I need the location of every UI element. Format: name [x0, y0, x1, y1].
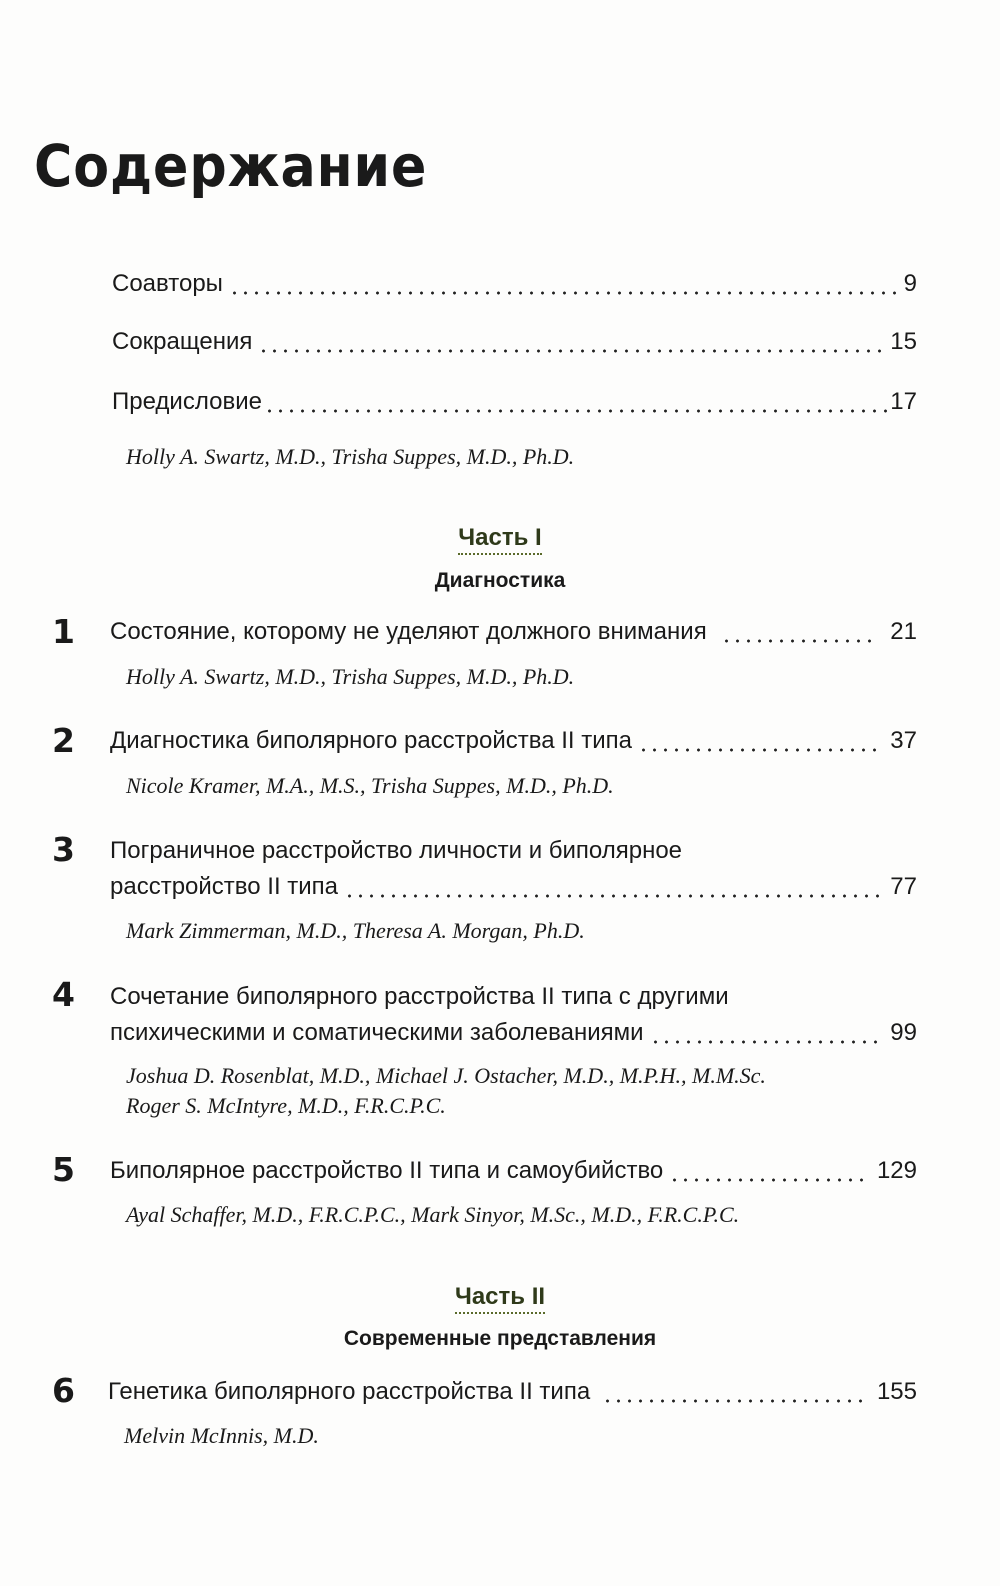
toc-entry-chapter-3[interactable]: [110, 871, 917, 903]
entry-authors: Holly A. Swartz, M.D., Trisha Suppes, M.D., Ph.D.: [126, 444, 575, 469]
part-label-text: Часть I: [458, 524, 541, 555]
toc-entry-chapter-5[interactable]: [110, 1155, 917, 1187]
dot-leader: [650, 1017, 885, 1049]
toc-entry-contributors[interactable]: [112, 268, 917, 300]
entry-page: 155: [876, 1378, 917, 1405]
dot-leader: [721, 616, 877, 648]
dot-leader: [602, 1376, 865, 1408]
chapter-number: 2: [52, 721, 75, 760]
dot-leader: [344, 871, 884, 903]
part-label: [0, 1282, 1000, 1312]
part-label-text: Часть II: [455, 1283, 545, 1314]
entry-label: психическими и соматическими заболеваниями: [110, 1019, 644, 1046]
dot-leader: [264, 386, 888, 418]
entry-label: расстройство II типа: [110, 873, 339, 900]
chapter-number: 5: [52, 1150, 75, 1189]
chapter-number: 1: [52, 612, 75, 651]
chapter-number: 3: [52, 830, 75, 869]
dot-leader: [669, 1155, 871, 1187]
dot-leader: [638, 725, 884, 757]
entry-authors: Holly A. Swartz, M.D., Trisha Suppes, M.D., Ph.D.: [126, 664, 575, 689]
chapter-number: 6: [52, 1371, 75, 1410]
toc-entry-chapter-6[interactable]: [108, 1376, 917, 1408]
dot-leader: [229, 268, 898, 300]
page-title: Содержание: [34, 132, 428, 200]
part-title: Современные представления: [343, 1327, 657, 1350]
entry-page: 129: [876, 1157, 917, 1184]
entry-page: 77: [890, 873, 917, 900]
entry-label: Диагностика биполярного расстройства II типа: [110, 727, 632, 754]
entry-label: Состояние, которому не уделяют должного внимания: [110, 618, 707, 645]
part-label: [0, 523, 1000, 553]
entry-authors: Nicole Kramer, M.A., M.S., Trisha Suppes, M.D., Ph.D.: [126, 773, 614, 798]
toc-entry-chapter-4[interactable]: [110, 1017, 917, 1049]
entry-page: 17: [890, 388, 917, 415]
toc-entry-preface[interactable]: [112, 386, 917, 418]
entry-page: 9: [903, 270, 917, 297]
toc-entry-chapter-2[interactable]: [110, 725, 917, 757]
entry-label: Соавторы: [112, 270, 223, 297]
entry-page: 21: [890, 618, 917, 645]
entry-label-line[interactable]: Пограничное расстройство личности и биполярное: [110, 837, 683, 864]
entry-label: Генетика биполярного расстройства II типа: [108, 1378, 591, 1405]
chapter-number: 4: [52, 975, 75, 1014]
entry-label: Предисловие: [112, 388, 262, 415]
entry-page: 37: [890, 727, 917, 754]
entry-page: 99: [890, 1019, 917, 1046]
entry-label-line[interactable]: Сочетание биполярного расстройства II типа с другими: [110, 983, 729, 1010]
toc-entry-chapter-1[interactable]: [110, 616, 917, 648]
entry-page: 15: [890, 328, 917, 355]
entry-authors: Mark Zimmerman, M.D., Theresa A. Morgan, Ph.D.: [126, 918, 585, 943]
entry-authors: Roger S. McIntyre, M.D., F.R.C.P.C.: [126, 1093, 446, 1118]
toc-entry-abbreviations[interactable]: [112, 326, 917, 358]
entry-label: Биполярное расстройство II типа и самоубийство: [110, 1157, 664, 1184]
entry-label: Сокращения: [112, 328, 253, 355]
entry-authors: Joshua D. Rosenblat, M.D., Michael J. Ostacher, M.D., M.P.H., M.M.Sc.: [126, 1063, 766, 1088]
dot-leader: [258, 326, 884, 358]
entry-authors: Melvin McInnis, M.D.: [124, 1423, 319, 1448]
part-title: Диагностика: [434, 569, 566, 592]
entry-authors: Ayal Schaffer, M.D., F.R.C.P.C., Mark Sinyor, M.Sc., M.D., F.R.C.P.C.: [126, 1202, 740, 1227]
